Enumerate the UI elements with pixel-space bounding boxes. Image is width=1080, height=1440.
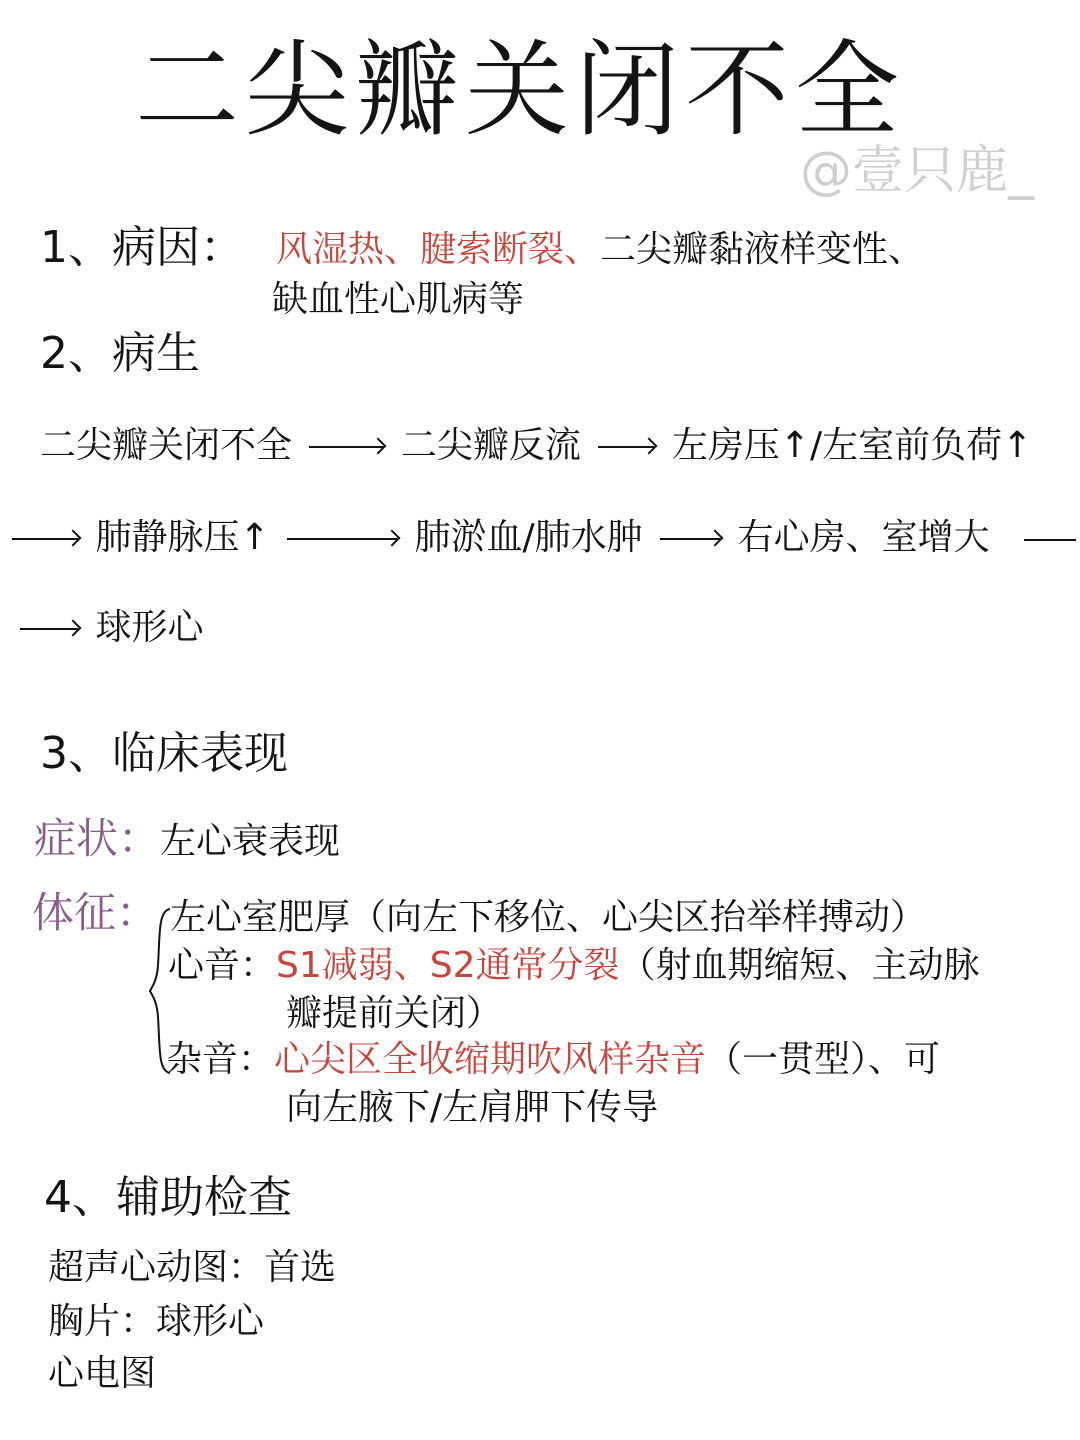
exam-item: 胸片：球形心 [48,1301,265,1342]
sign2-label: 心音： [168,945,277,986]
section1-black-text: 二尖瓣黏液样变性、 [600,229,925,270]
exam-item: 超声心动图：首选 [48,1247,337,1288]
sign3-black: （一贯型）、可 [706,1039,941,1080]
flow-row-1 [40,424,1032,467]
watermark: @壹只鹿_ [800,141,1035,201]
section1-line2: 缺血性心肌病等 [272,279,525,320]
flow-item: 二尖瓣关闭不全 [40,425,293,466]
flow-item: 球形心 [95,607,204,648]
flow-item: 二尖瓣反流 [400,425,581,466]
right-arrow-icon [12,538,78,540]
section1-heading: 1、病因： [40,222,244,273]
flow-item: 肺静脉压↑ [95,517,270,558]
section1-red-text: 风湿热、腱索断裂、 [276,229,601,270]
sign3-row [166,1038,940,1081]
section4-heading: 4、辅助检查 [44,1172,292,1223]
continuation-line [1024,539,1076,541]
right-arrow-icon [598,446,654,448]
flow-item: 右心房、室增大 [737,517,990,558]
flow-item: 左房压↑/左室前负荷↑ [671,425,1033,466]
right-arrow-icon [20,628,78,630]
symptom-row [34,814,340,864]
section1-line1 [276,228,924,271]
exam-item: 心电图 [48,1353,157,1394]
right-arrow-icon [287,538,397,540]
sign1-text: 左心室肥厚（向左下移位、心尖区抬举样搏动） [170,897,927,938]
sign2-line2: 瓣提前关闭） [286,993,503,1034]
symptom-label: 症状： [34,814,161,863]
sign3-label: 杂音： [166,1039,275,1080]
page-title: 二尖瓣关闭不全 [135,29,906,151]
sign3-line2: 向左腋下/左肩胛下传导 [286,1087,659,1128]
sign2-red: S1减弱、S2通常分裂 [276,945,620,986]
section2-heading: 2、病生 [40,328,200,379]
flow-row-2 [6,516,990,559]
sign3-red: 心尖区全收缩期吹风样杂音 [274,1039,707,1080]
section3-heading: 3、临床表现 [40,728,288,779]
sign-label: 体征： [32,888,159,937]
flow-row-3 [14,606,203,649]
flow-item: 肺淤血/肺水肿 [414,517,643,558]
symptom-text: 左心衰表现 [160,821,341,862]
sign2-black: （射血期缩短、主动脉 [619,945,980,986]
right-arrow-icon [660,538,720,540]
sign2-row [168,944,980,987]
right-arrow-icon [309,446,383,448]
